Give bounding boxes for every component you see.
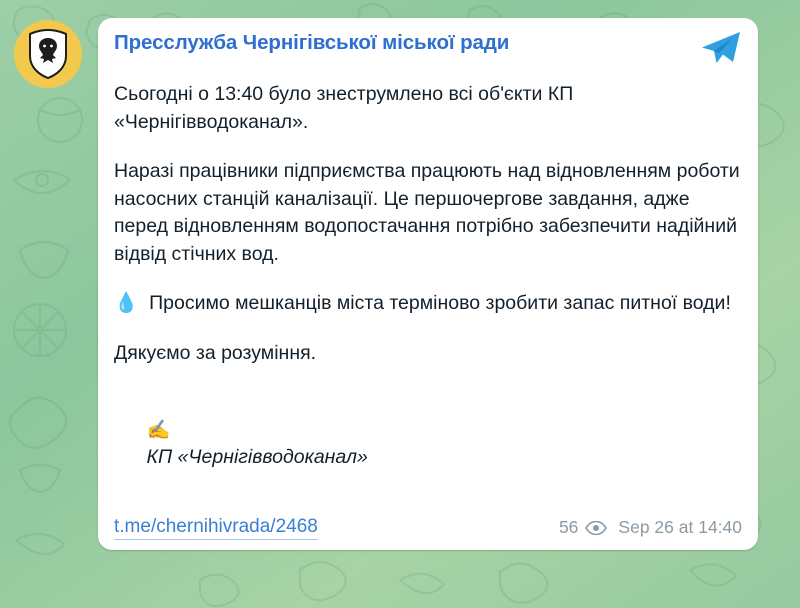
message-paragraph-4: Дякуємо за розуміння.	[114, 341, 317, 364]
coat-of-arms-icon	[14, 20, 82, 88]
channel-name[interactable]: Пресслужба Чернігівської міської ради	[114, 31, 510, 54]
message-footer	[114, 515, 742, 542]
post-permalink[interactable]: t.me/chernihivrada/2468	[114, 515, 318, 540]
message-paragraph-2: Наразі працівники підприємства працюють над відновленням роботи насосних станцій каналізації. Це першочергове завдання, адже перед відновленням водопостачання потрібно забезпечити надійний відвід стічних вод.	[114, 160, 746, 265]
channel-avatar[interactable]	[14, 20, 82, 88]
telegram-plane-icon[interactable]	[700, 30, 742, 71]
message-signature	[114, 389, 742, 499]
message-header	[114, 28, 742, 71]
timestamp: Sep 26 at 14:40	[618, 517, 742, 537]
message-meta	[559, 517, 742, 538]
writing-hand-emoji: ✍️	[146, 419, 171, 441]
signature-text: КП «Чернігівводоканал»	[146, 446, 368, 468]
eye-icon	[585, 521, 607, 535]
message-paragraph-1: Сьогодні о 13:40 було знеструмлено всі об'єкти КП «Чернігівводоканал».	[114, 83, 579, 133]
view-count: 56	[558, 517, 579, 537]
message-bubble[interactable]	[98, 18, 758, 550]
message-paragraph-3: 💧 Просимо мешканців міста терміново зробити запас питної води!	[114, 292, 731, 314]
